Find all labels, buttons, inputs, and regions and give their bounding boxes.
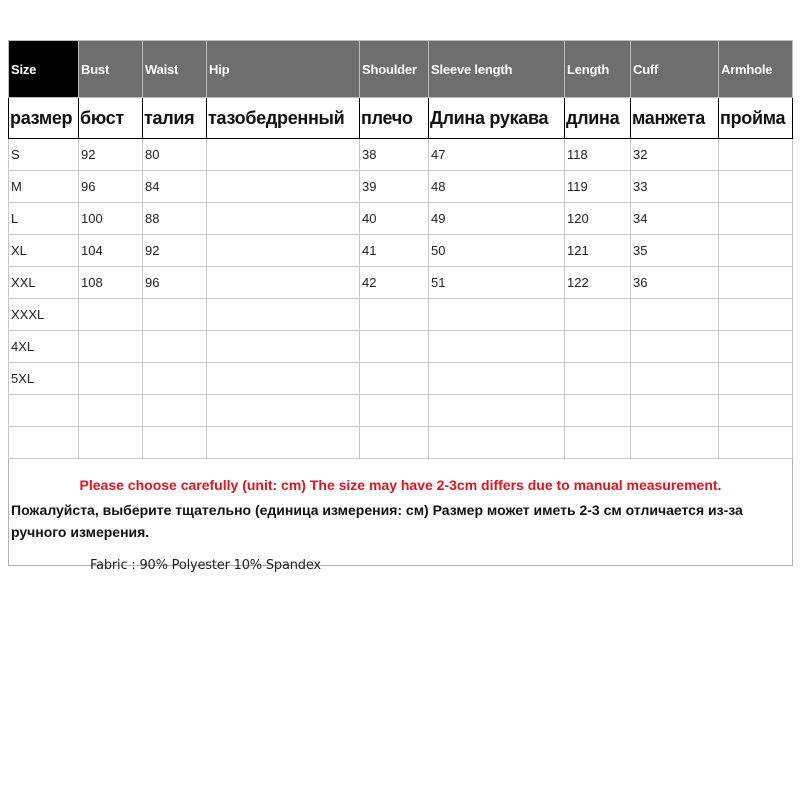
cell-bust: 92 <box>79 139 143 171</box>
header-ru-waist: талия <box>143 98 207 139</box>
note-cell <box>9 459 793 566</box>
cell-sleeve-length <box>429 299 565 331</box>
cell-length: 119 <box>565 171 631 203</box>
table-row <box>9 139 793 171</box>
cell-sleeve-length <box>429 331 565 363</box>
cell-waist: 84 <box>143 171 207 203</box>
cell-size: XL <box>9 235 79 267</box>
cell-hip <box>207 427 360 459</box>
cell-waist <box>143 363 207 395</box>
cell-size: XXXL <box>9 299 79 331</box>
cell-bust <box>79 331 143 363</box>
header-row <box>9 41 793 98</box>
cell-hip <box>207 171 360 203</box>
cell-waist <box>143 427 207 459</box>
table-row <box>9 203 793 235</box>
table-row <box>9 235 793 267</box>
cell-armhole <box>719 363 793 395</box>
cell-cuff <box>631 427 719 459</box>
cell-shoulder <box>360 363 429 395</box>
table-row <box>9 395 793 427</box>
table-row <box>9 171 793 203</box>
cell-cuff: 33 <box>631 171 719 203</box>
cell-armhole <box>719 203 793 235</box>
cell-size: L <box>9 203 79 235</box>
cell-armhole <box>719 171 793 203</box>
header-ru-bust: бюст <box>79 98 143 139</box>
cell-cuff <box>631 395 719 427</box>
cell-hip <box>207 139 360 171</box>
cell-armhole <box>719 331 793 363</box>
cell-size: 5XL <box>9 363 79 395</box>
measurement-note-en: Please choose carefully (unit: cm) The size may have 2-3cm differs due to manual measurement. <box>79 477 722 493</box>
cell-shoulder <box>360 395 429 427</box>
cell-bust <box>79 427 143 459</box>
cell-size: 4XL <box>9 331 79 363</box>
cell-waist <box>143 331 207 363</box>
note-row <box>9 459 793 566</box>
cell-sleeve-length: 51 <box>429 267 565 299</box>
cell-waist: 80 <box>143 139 207 171</box>
header-shoulder: Shoulder <box>360 41 429 98</box>
cell-cuff: 34 <box>631 203 719 235</box>
cell-armhole <box>719 299 793 331</box>
table-row <box>9 363 793 395</box>
cell-hip <box>207 299 360 331</box>
header-ru-shoulder: плечо <box>360 98 429 139</box>
cell-shoulder: 39 <box>360 171 429 203</box>
cell-length <box>565 299 631 331</box>
cell-sleeve-length <box>429 395 565 427</box>
cell-sleeve-length: 47 <box>429 139 565 171</box>
header-ru-sleeve-length: Длина рукава <box>429 98 565 139</box>
cell-bust <box>79 363 143 395</box>
cell-hip <box>207 203 360 235</box>
cell-size: M <box>9 171 79 203</box>
cell-shoulder <box>360 427 429 459</box>
header-sleeve-length: Sleeve length <box>429 41 565 98</box>
cell-length <box>565 427 631 459</box>
header-ru-length: длина <box>565 98 631 139</box>
header-size: Size <box>9 41 79 98</box>
cell-armhole <box>719 427 793 459</box>
cell-armhole <box>719 395 793 427</box>
cell-sleeve-length: 49 <box>429 203 565 235</box>
header-length: Length <box>565 41 631 98</box>
cell-sleeve-length <box>429 427 565 459</box>
header-row-ru <box>9 98 793 139</box>
cell-size: XXL <box>9 267 79 299</box>
header-ru-size: размер <box>9 98 79 139</box>
cell-length <box>565 395 631 427</box>
cell-bust: 100 <box>79 203 143 235</box>
cell-shoulder: 41 <box>360 235 429 267</box>
cell-shoulder: 42 <box>360 267 429 299</box>
cell-bust: 104 <box>79 235 143 267</box>
cell-hip <box>207 395 360 427</box>
cell-shoulder <box>360 331 429 363</box>
cell-bust <box>79 299 143 331</box>
cell-length: 120 <box>565 203 631 235</box>
cell-size <box>9 395 79 427</box>
header-armhole: Armhole <box>719 41 793 98</box>
header-ru-cuff: манжета <box>631 98 719 139</box>
size-chart-table <box>8 40 793 566</box>
table-row <box>9 427 793 459</box>
cell-cuff: 36 <box>631 267 719 299</box>
cell-length: 118 <box>565 139 631 171</box>
measurement-note-ru: Пожалуйста, выберите тщательно (единица измерения: см) Размер может иметь 2-3 см отличается из-за ручного измерения. <box>11 502 743 540</box>
cell-sleeve-length: 48 <box>429 171 565 203</box>
cell-shoulder: 38 <box>360 139 429 171</box>
cell-bust: 108 <box>79 267 143 299</box>
cell-sleeve-length: 50 <box>429 235 565 267</box>
cell-length <box>565 331 631 363</box>
cell-length <box>565 363 631 395</box>
fabric-composition: Fabric : 90% Polyester 10% Spandex <box>90 558 321 573</box>
cell-hip <box>207 331 360 363</box>
cell-waist: 96 <box>143 267 207 299</box>
cell-cuff <box>631 331 719 363</box>
cell-cuff: 32 <box>631 139 719 171</box>
cell-waist: 88 <box>143 203 207 235</box>
cell-armhole <box>719 235 793 267</box>
cell-hip <box>207 267 360 299</box>
header-hip: Hip <box>207 41 360 98</box>
cell-waist <box>143 395 207 427</box>
cell-shoulder <box>360 299 429 331</box>
cell-bust <box>79 395 143 427</box>
cell-size: S <box>9 139 79 171</box>
cell-sleeve-length <box>429 363 565 395</box>
cell-hip <box>207 235 360 267</box>
table-row <box>9 267 793 299</box>
cell-waist: 92 <box>143 235 207 267</box>
cell-bust: 96 <box>79 171 143 203</box>
cell-shoulder: 40 <box>360 203 429 235</box>
cell-waist <box>143 299 207 331</box>
header-ru-armhole: пройма <box>719 98 793 139</box>
cell-armhole <box>719 267 793 299</box>
header-waist: Waist <box>143 41 207 98</box>
cell-size <box>9 427 79 459</box>
cell-cuff <box>631 363 719 395</box>
header-cuff: Cuff <box>631 41 719 98</box>
header-ru-hip: тазобедренный <box>207 98 360 139</box>
cell-cuff <box>631 299 719 331</box>
table-row <box>9 299 793 331</box>
cell-hip <box>207 363 360 395</box>
cell-armhole <box>719 139 793 171</box>
cell-length: 121 <box>565 235 631 267</box>
header-bust: Bust <box>79 41 143 98</box>
cell-cuff: 35 <box>631 235 719 267</box>
cell-length: 122 <box>565 267 631 299</box>
table-row <box>9 331 793 363</box>
